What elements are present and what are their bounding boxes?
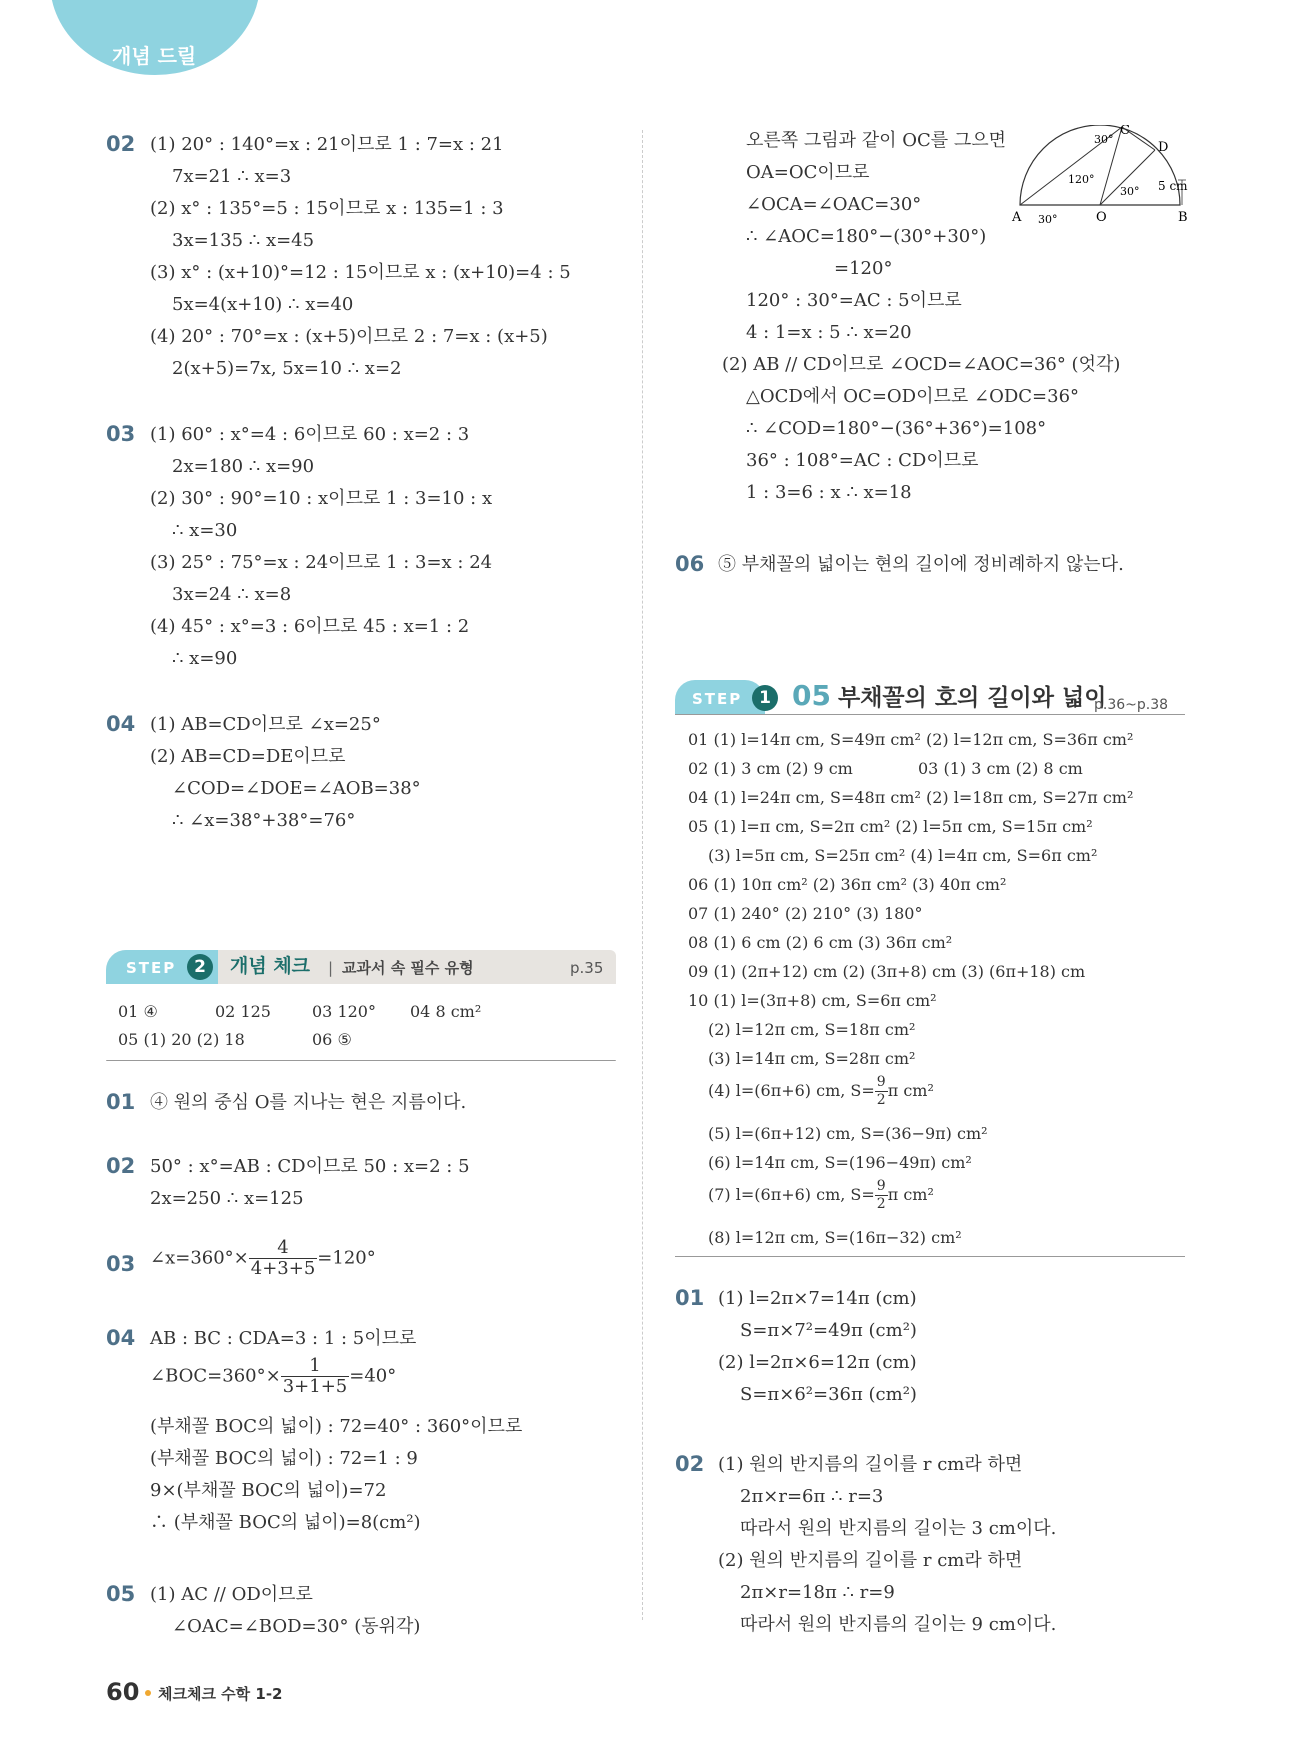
step2-page: p.35 bbox=[570, 959, 604, 977]
solution-line: 3x=135 ∴ x=45 bbox=[172, 230, 315, 251]
solution-line: (1) AC // OD이므로 bbox=[150, 1584, 313, 1605]
fraction bbox=[281, 1356, 350, 1397]
answer-item: 04 8 cm² bbox=[410, 1002, 482, 1021]
expr-pre: ∠BOC=360°× bbox=[150, 1365, 281, 1387]
solution-line: 오른쪽 그림과 같이 OC를 그으면 bbox=[746, 130, 1007, 151]
answer-line: (2) l=12π cm, S=18π cm² bbox=[708, 1020, 916, 1039]
fraction-bottom: 3+1+5 bbox=[282, 1376, 348, 1397]
answer-item: 01 ④ bbox=[118, 1002, 158, 1021]
solution-line: ∴ (부채꼴 BOC의 넓이)=8(cm²) bbox=[150, 1512, 421, 1533]
solution-line: (3) x° : (x+10)°=12 : 15이므로 x : (x+10)=4 : 5 bbox=[150, 262, 571, 283]
solution-line: 120° : 30°=AC : 5이므로 bbox=[746, 290, 962, 311]
solution-line: (1) 20° : 140°=x : 21이므로 1 : 7=x : 21 bbox=[150, 134, 504, 155]
solution-line: (1) l=2π×7=14π (cm) bbox=[718, 1288, 917, 1309]
problem-number: 02 bbox=[675, 1452, 705, 1476]
problem-number: 06 bbox=[675, 552, 705, 576]
fraction-top: 9 bbox=[876, 1074, 886, 1090]
fraction bbox=[875, 1074, 888, 1109]
fraction-top: 1 bbox=[281, 1356, 350, 1377]
problem-number: 01 bbox=[106, 1090, 136, 1114]
figure-label: A bbox=[1012, 210, 1022, 225]
semicircle-figure bbox=[1010, 125, 1200, 235]
answer-line: 04 (1) l=24π cm, S=48π cm² (2) l=18π cm, S=27π cm² bbox=[688, 788, 1134, 807]
answer-line: 01 (1) l=14π cm, S=49π cm² (2) l=12π cm, S=36π cm² bbox=[688, 730, 1134, 749]
solution-line: ∴ x=30 bbox=[172, 520, 238, 541]
problem-number: 03 bbox=[106, 1252, 136, 1276]
solution-line: (2) 원의 반지름의 길이를 r cm라 하면 bbox=[718, 1550, 1023, 1571]
book-title: 체크체크 수학 1-2 bbox=[158, 1685, 283, 1703]
solution-line: (부채꼴 BOC의 넓이) : 72=1 : 9 bbox=[150, 1448, 418, 1469]
answer-line: (3) l=5π cm, S=25π cm² (4) l=4π cm, S=6π cm² bbox=[708, 846, 1098, 865]
answer-item: 06 ⑤ bbox=[312, 1030, 352, 1049]
step1-box-bottom bbox=[675, 1256, 1185, 1257]
answer-line: 10 (1) l=(3π+8) cm, S=6π cm² bbox=[688, 991, 937, 1010]
fraction-answer bbox=[708, 1074, 934, 1109]
answer-line: 08 (1) 6 cm (2) 6 cm (3) 36π cm² bbox=[688, 933, 953, 952]
answer-line: (8) l=12π cm, S=(16π−32) cm² bbox=[708, 1228, 962, 1247]
solution-line: (1) 원의 반지름의 길이를 r cm라 하면 bbox=[718, 1454, 1023, 1475]
figure-label: O bbox=[1096, 210, 1107, 225]
solution-line: (1) 60° : x°=4 : 6이므로 60 : x=2 : 3 bbox=[150, 424, 470, 445]
figure-label: 5 cm bbox=[1158, 179, 1188, 193]
problem-number: 05 bbox=[106, 1582, 136, 1606]
solution-line: 7x=21 ∴ x=3 bbox=[172, 166, 292, 187]
solution-line: 따라서 원의 반지름의 길이는 9 cm이다. bbox=[740, 1614, 1057, 1635]
step1-circle: 1 bbox=[752, 685, 778, 711]
solution-line: S=π×6²=36π (cm²) bbox=[740, 1384, 917, 1405]
fraction-bottom: 2 bbox=[876, 1196, 886, 1212]
solution-line: (4) 45° : x°=3 : 6이므로 45 : x=1 : 2 bbox=[150, 616, 470, 637]
solution-line: (부채꼴 BOC의 넓이) : 72=40° : 360°이므로 bbox=[150, 1416, 523, 1437]
problem-number: 03 bbox=[106, 422, 136, 446]
solution-line: 2(x+5)=7x, 5x=10 ∴ x=2 bbox=[172, 358, 402, 379]
problem-number: 01 bbox=[675, 1286, 705, 1310]
figure-label: 120° bbox=[1068, 173, 1095, 186]
solution-line: 2x=180 ∴ x=90 bbox=[172, 456, 315, 477]
solution-line: ∴ x=90 bbox=[172, 648, 238, 669]
figure-label: D bbox=[1158, 140, 1169, 155]
solution-line: (4) 20° : 70°=x : (x+5)이므로 2 : 7=x : (x+5) bbox=[150, 326, 548, 347]
solution-line: S=π×7²=49π (cm²) bbox=[740, 1320, 917, 1341]
problem-number: 04 bbox=[106, 1326, 136, 1350]
figure-label: 30° bbox=[1094, 133, 1114, 146]
solution-line: ∠OAC=∠BOD=30° (동위각) bbox=[172, 1616, 421, 1637]
problem-number: 02 bbox=[106, 1154, 136, 1178]
solution-line: 2π×r=18π ∴ r=9 bbox=[740, 1582, 895, 1603]
fraction-answer bbox=[708, 1178, 934, 1213]
expr-pre: (4) l=(6π+6) cm, S= bbox=[708, 1081, 875, 1100]
expr-post: =40° bbox=[349, 1365, 397, 1387]
step1-title: 부채꼴의 호의 길이와 넓이 bbox=[838, 685, 1107, 711]
expr-post: π cm² bbox=[887, 1081, 934, 1100]
footer-dot bbox=[145, 1690, 151, 1696]
answer-item: 02 125 bbox=[215, 1002, 271, 1021]
solution-line: =120° bbox=[834, 258, 893, 279]
solution-line: ∴ ∠COD=180°−(36°+36°)=108° bbox=[746, 418, 1047, 439]
answer-item: 05 (1) 20 (2) 18 bbox=[118, 1030, 245, 1049]
step2-separator: | bbox=[328, 959, 334, 977]
answer-line: (5) l=(6π+12) cm, S=(36−9π) cm² bbox=[708, 1124, 988, 1143]
solution-line: (2) AB=CD=DE이므로 bbox=[150, 746, 346, 767]
fraction-bottom: 2 bbox=[876, 1092, 886, 1108]
solution-line: (2) l=2π×6=12π (cm) bbox=[718, 1352, 917, 1373]
solution-line: ∠OCA=∠OAC=30° bbox=[746, 194, 922, 215]
fraction-top: 9 bbox=[876, 1178, 886, 1194]
solution-line: 5x=4(x+10) ∴ x=40 bbox=[172, 294, 354, 315]
answer-line: (6) l=14π cm, S=(196−49π) cm² bbox=[708, 1153, 972, 1172]
solution-line: 36° : 108°=AC : CD이므로 bbox=[746, 450, 979, 471]
figure-label: 30° bbox=[1120, 185, 1140, 198]
solution-line: (3) 25° : 75°=x : 24이므로 1 : 3=x : 24 bbox=[150, 552, 493, 573]
step2-subtitle: 교과서 속 필수 유형 bbox=[342, 959, 474, 977]
step1-header-line bbox=[675, 714, 1185, 715]
solution-line: ∠COD=∠DOE=∠AOB=38° bbox=[172, 778, 421, 799]
step2-box-bottom bbox=[106, 1060, 616, 1061]
solution-line: 9×(부채꼴 BOC의 넓이)=72 bbox=[150, 1480, 387, 1501]
expr-post: =120° bbox=[317, 1247, 376, 1269]
solution-line: (2) AB // CD이므로 ∠OCD=∠AOC=36° (엇각) bbox=[722, 354, 1121, 375]
answer-line: 09 (1) (2π+12) cm (2) (3π+8) cm (3) (6π+18) cm bbox=[688, 962, 1086, 981]
fraction bbox=[875, 1178, 888, 1213]
solution-line: (2) 30° : 90°=10 : x이므로 1 : 3=10 : x bbox=[150, 488, 493, 509]
answer-line: 03 (1) 3 cm (2) 8 cm bbox=[918, 759, 1083, 778]
solution-line: ⑤ 부채꼴의 넓이는 현의 길이에 정비례하지 않는다. bbox=[718, 554, 1124, 575]
solution-line: OA=OC이므로 bbox=[746, 162, 870, 183]
figure-label: C bbox=[1120, 125, 1130, 138]
solution-line: ④ 원의 중심 O를 지나는 현은 지름이다. bbox=[150, 1092, 467, 1113]
solution-line: ∴ ∠AOC=180°−(30°+30°) bbox=[746, 226, 987, 247]
solution-line: 50° : x°=AB : CD이므로 50 : x=2 : 5 bbox=[150, 1156, 470, 1177]
solution-line: (1) AB=CD이므로 ∠x=25° bbox=[150, 714, 381, 735]
fraction bbox=[249, 1238, 318, 1279]
solution-line: 2π×r=6π ∴ r=3 bbox=[740, 1486, 884, 1507]
solution-line: △OCD에서 OC=OD이므로 ∠ODC=36° bbox=[746, 386, 1080, 407]
figure-label: B bbox=[1178, 210, 1188, 225]
answer-line: (3) l=14π cm, S=28π cm² bbox=[708, 1049, 916, 1068]
step2-tag: STEP bbox=[126, 959, 177, 977]
step1-tag: STEP bbox=[692, 690, 743, 708]
answer-item: 03 120° bbox=[312, 1002, 376, 1021]
solution-line: 따라서 원의 반지름의 길이는 3 cm이다. bbox=[740, 1518, 1057, 1539]
header-badge-label: 개념 드릴 bbox=[112, 44, 197, 68]
answer-line: 07 (1) 240° (2) 210° (3) 180° bbox=[688, 904, 923, 923]
fraction-expression bbox=[150, 1356, 396, 1397]
step2-title: 개념 체크 bbox=[230, 955, 311, 977]
fraction-bottom: 4+3+5 bbox=[250, 1258, 316, 1279]
step1-section-number: 05 bbox=[792, 679, 831, 712]
figure-label: 30° bbox=[1038, 213, 1058, 226]
solution-line: 2x=250 ∴ x=125 bbox=[150, 1188, 304, 1209]
solution-line: 4 : 1=x : 5 ∴ x=20 bbox=[746, 322, 912, 343]
problem-number: 04 bbox=[106, 712, 136, 736]
expr-post: π cm² bbox=[887, 1185, 934, 1204]
answer-line: 06 (1) 10π cm² (2) 36π cm² (3) 40π cm² bbox=[688, 875, 1007, 894]
step2-circle: 2 bbox=[187, 954, 213, 980]
solution-line: (2) x° : 135°=5 : 15이므로 x : 135=1 : 3 bbox=[150, 198, 504, 219]
fraction-top: 4 bbox=[249, 1238, 318, 1259]
solution-line: ∴ ∠x=38°+38°=76° bbox=[172, 810, 356, 831]
page-number: 60 bbox=[106, 1678, 140, 1706]
column-divider bbox=[642, 130, 643, 1620]
expr-pre: ∠x=360°× bbox=[150, 1247, 249, 1269]
answer-line: 05 (1) l=π cm, S=2π cm² (2) l=5π cm, S=15π cm² bbox=[688, 817, 1093, 836]
fraction-expression bbox=[150, 1238, 376, 1279]
solution-line: 1 : 3=6 : x ∴ x=18 bbox=[746, 482, 912, 503]
solution-line: AB : BC : CDA=3 : 1 : 5이므로 bbox=[150, 1328, 417, 1349]
problem-number: 02 bbox=[106, 132, 136, 156]
solution-line: 3x=24 ∴ x=8 bbox=[172, 584, 292, 605]
expr-pre: (7) l=(6π+6) cm, S= bbox=[708, 1185, 875, 1204]
step1-pages: p.36~p.38 bbox=[1094, 697, 1169, 713]
answer-line: 02 (1) 3 cm (2) 9 cm bbox=[688, 759, 853, 778]
